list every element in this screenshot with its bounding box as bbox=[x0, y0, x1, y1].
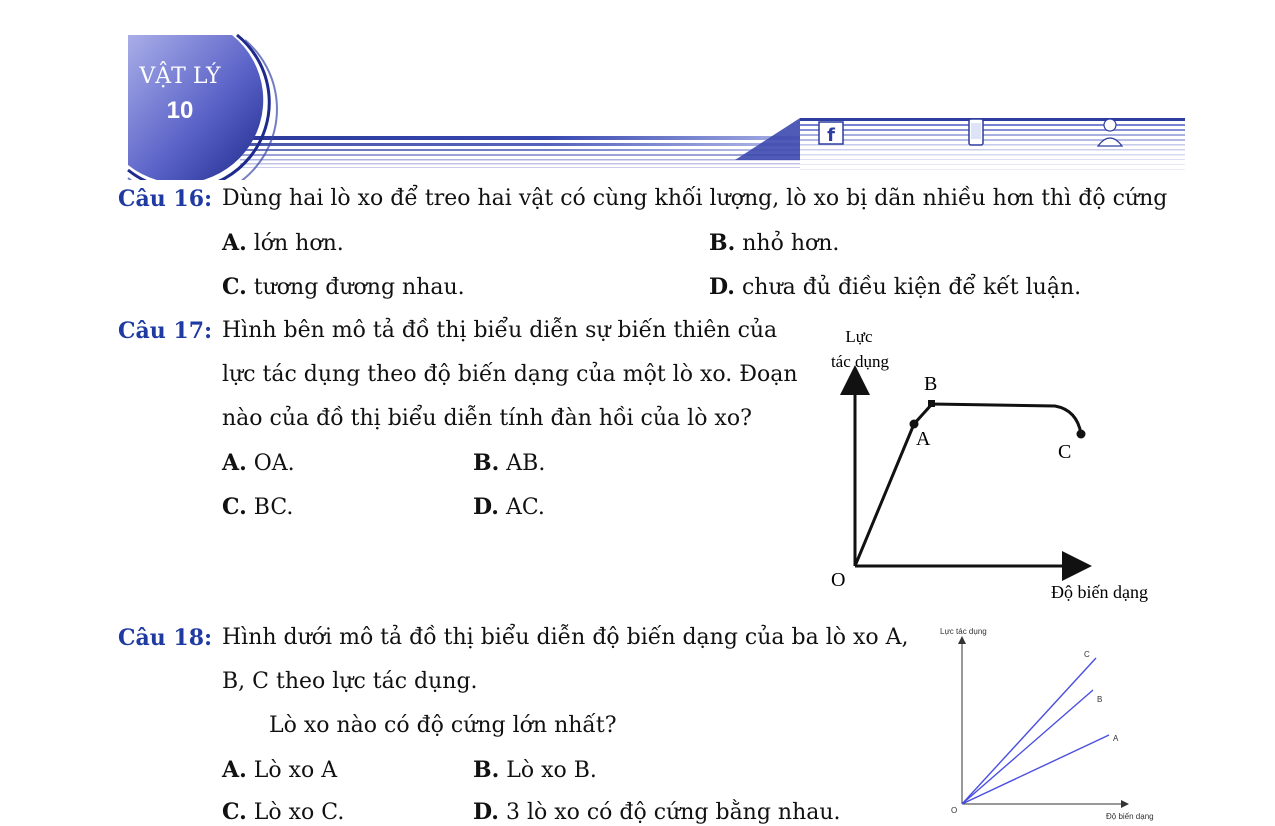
option-text: lớn hơn. bbox=[253, 231, 344, 256]
question-16-number: Câu 16: bbox=[118, 186, 213, 212]
question-16-option-b[interactable] bbox=[709, 230, 839, 257]
option-letter: A. bbox=[222, 230, 247, 256]
spring-line-a bbox=[962, 735, 1109, 804]
subject-title: VẬT LÝ bbox=[139, 64, 221, 89]
y-axis-label-1: Lực bbox=[845, 327, 873, 346]
question-17-number: Câu 17: bbox=[118, 318, 213, 344]
point-b-marker bbox=[928, 400, 935, 407]
option-letter: C. bbox=[222, 799, 247, 825]
option-letter: D. bbox=[473, 494, 499, 520]
grade-number: 10 bbox=[166, 97, 194, 124]
option-text: tương đương nhau. bbox=[253, 275, 465, 300]
user-icon bbox=[1098, 119, 1122, 146]
facebook-icon bbox=[819, 122, 843, 146]
question-17-option-c[interactable] bbox=[222, 494, 293, 521]
question-18-figure bbox=[935, 624, 1165, 822]
option-text: Lò xo B. bbox=[506, 758, 597, 783]
question-18-number: Câu 18: bbox=[118, 625, 213, 651]
point-c-marker bbox=[1077, 430, 1086, 439]
x-axis-label: Độ biến dạng bbox=[1106, 812, 1154, 821]
origin-label: O bbox=[951, 806, 958, 815]
spring-line-c bbox=[962, 658, 1096, 804]
label-b: B bbox=[924, 373, 938, 395]
page-header bbox=[0, 0, 1275, 180]
question-17-line-3: nào của đồ thị biểu diễn tính đàn hồi của lò xo? bbox=[222, 406, 752, 431]
option-letter: B. bbox=[473, 450, 500, 476]
origin-label: O bbox=[831, 569, 846, 591]
question-17-option-a[interactable] bbox=[222, 450, 295, 477]
option-text: OA. bbox=[253, 451, 295, 476]
question-16-option-c[interactable] bbox=[222, 274, 465, 301]
y-axis-label: Lực tác dụng bbox=[940, 627, 987, 636]
label-c: C bbox=[1058, 441, 1072, 463]
option-letter: C. bbox=[222, 274, 247, 300]
question-17-option-d[interactable] bbox=[473, 494, 545, 521]
option-text: nhỏ hơn. bbox=[742, 231, 840, 256]
option-letter: C. bbox=[222, 494, 247, 520]
question-18-option-b[interactable] bbox=[473, 757, 597, 784]
question-18-line-3: Lò xo nào có độ cứng lớn nhất? bbox=[269, 713, 617, 738]
spring-line-b bbox=[962, 690, 1093, 804]
svg-text:f: f bbox=[827, 125, 835, 146]
option-text: 3 lò xo có độ cứng bằng nhau. bbox=[505, 800, 841, 825]
question-16-option-a[interactable] bbox=[222, 230, 344, 257]
question-18-line-1: Hình dưới mô tả đồ thị biểu diễn độ biến dạng của ba lò xo A, bbox=[222, 625, 909, 650]
option-text: Lò xo A bbox=[253, 758, 338, 783]
option-letter: D. bbox=[473, 799, 499, 825]
option-letter: B. bbox=[709, 230, 736, 256]
option-letter: A. bbox=[222, 757, 247, 783]
label-c: C bbox=[1084, 650, 1090, 659]
option-text: chưa đủ điều kiện để kết luận. bbox=[741, 275, 1082, 300]
question-16-option-d[interactable] bbox=[709, 274, 1081, 301]
option-text: BC. bbox=[253, 495, 294, 520]
question-17-figure bbox=[815, 318, 1175, 608]
label-b: B bbox=[1097, 695, 1103, 704]
force-deformation-curve bbox=[855, 404, 1081, 566]
question-17-option-b[interactable] bbox=[473, 450, 545, 477]
x-axis-label: Độ biến dạng bbox=[1051, 582, 1148, 602]
option-letter: D. bbox=[709, 274, 735, 300]
option-letter: A. bbox=[222, 450, 247, 476]
option-text: AB. bbox=[506, 451, 546, 476]
label-a: A bbox=[916, 428, 931, 450]
question-18-option-a[interactable] bbox=[222, 757, 337, 784]
question-17-line-1: Hình bên mô tả đồ thị biểu diễn sự biến thiên của bbox=[222, 318, 778, 343]
option-text: Lò xo C. bbox=[253, 800, 345, 825]
question-18-line-2: B, C theo lực tác dụng. bbox=[222, 669, 478, 694]
label-a: A bbox=[1113, 734, 1119, 743]
header-stripes bbox=[240, 118, 1185, 170]
phone-icon bbox=[969, 119, 983, 145]
y-axis-label-2: tác dụng bbox=[830, 352, 890, 371]
option-text: AC. bbox=[505, 495, 545, 520]
question-17-line-2: lực tác dụng theo độ biến dạng của một lò xo. Đoạn bbox=[222, 362, 798, 387]
question-16-text: Dùng hai lò xo để treo hai vật có cùng khối lượng, lò xo bị dãn nhiều hơn thì độ cứng bbox=[222, 186, 1168, 211]
option-letter: B. bbox=[473, 757, 500, 783]
